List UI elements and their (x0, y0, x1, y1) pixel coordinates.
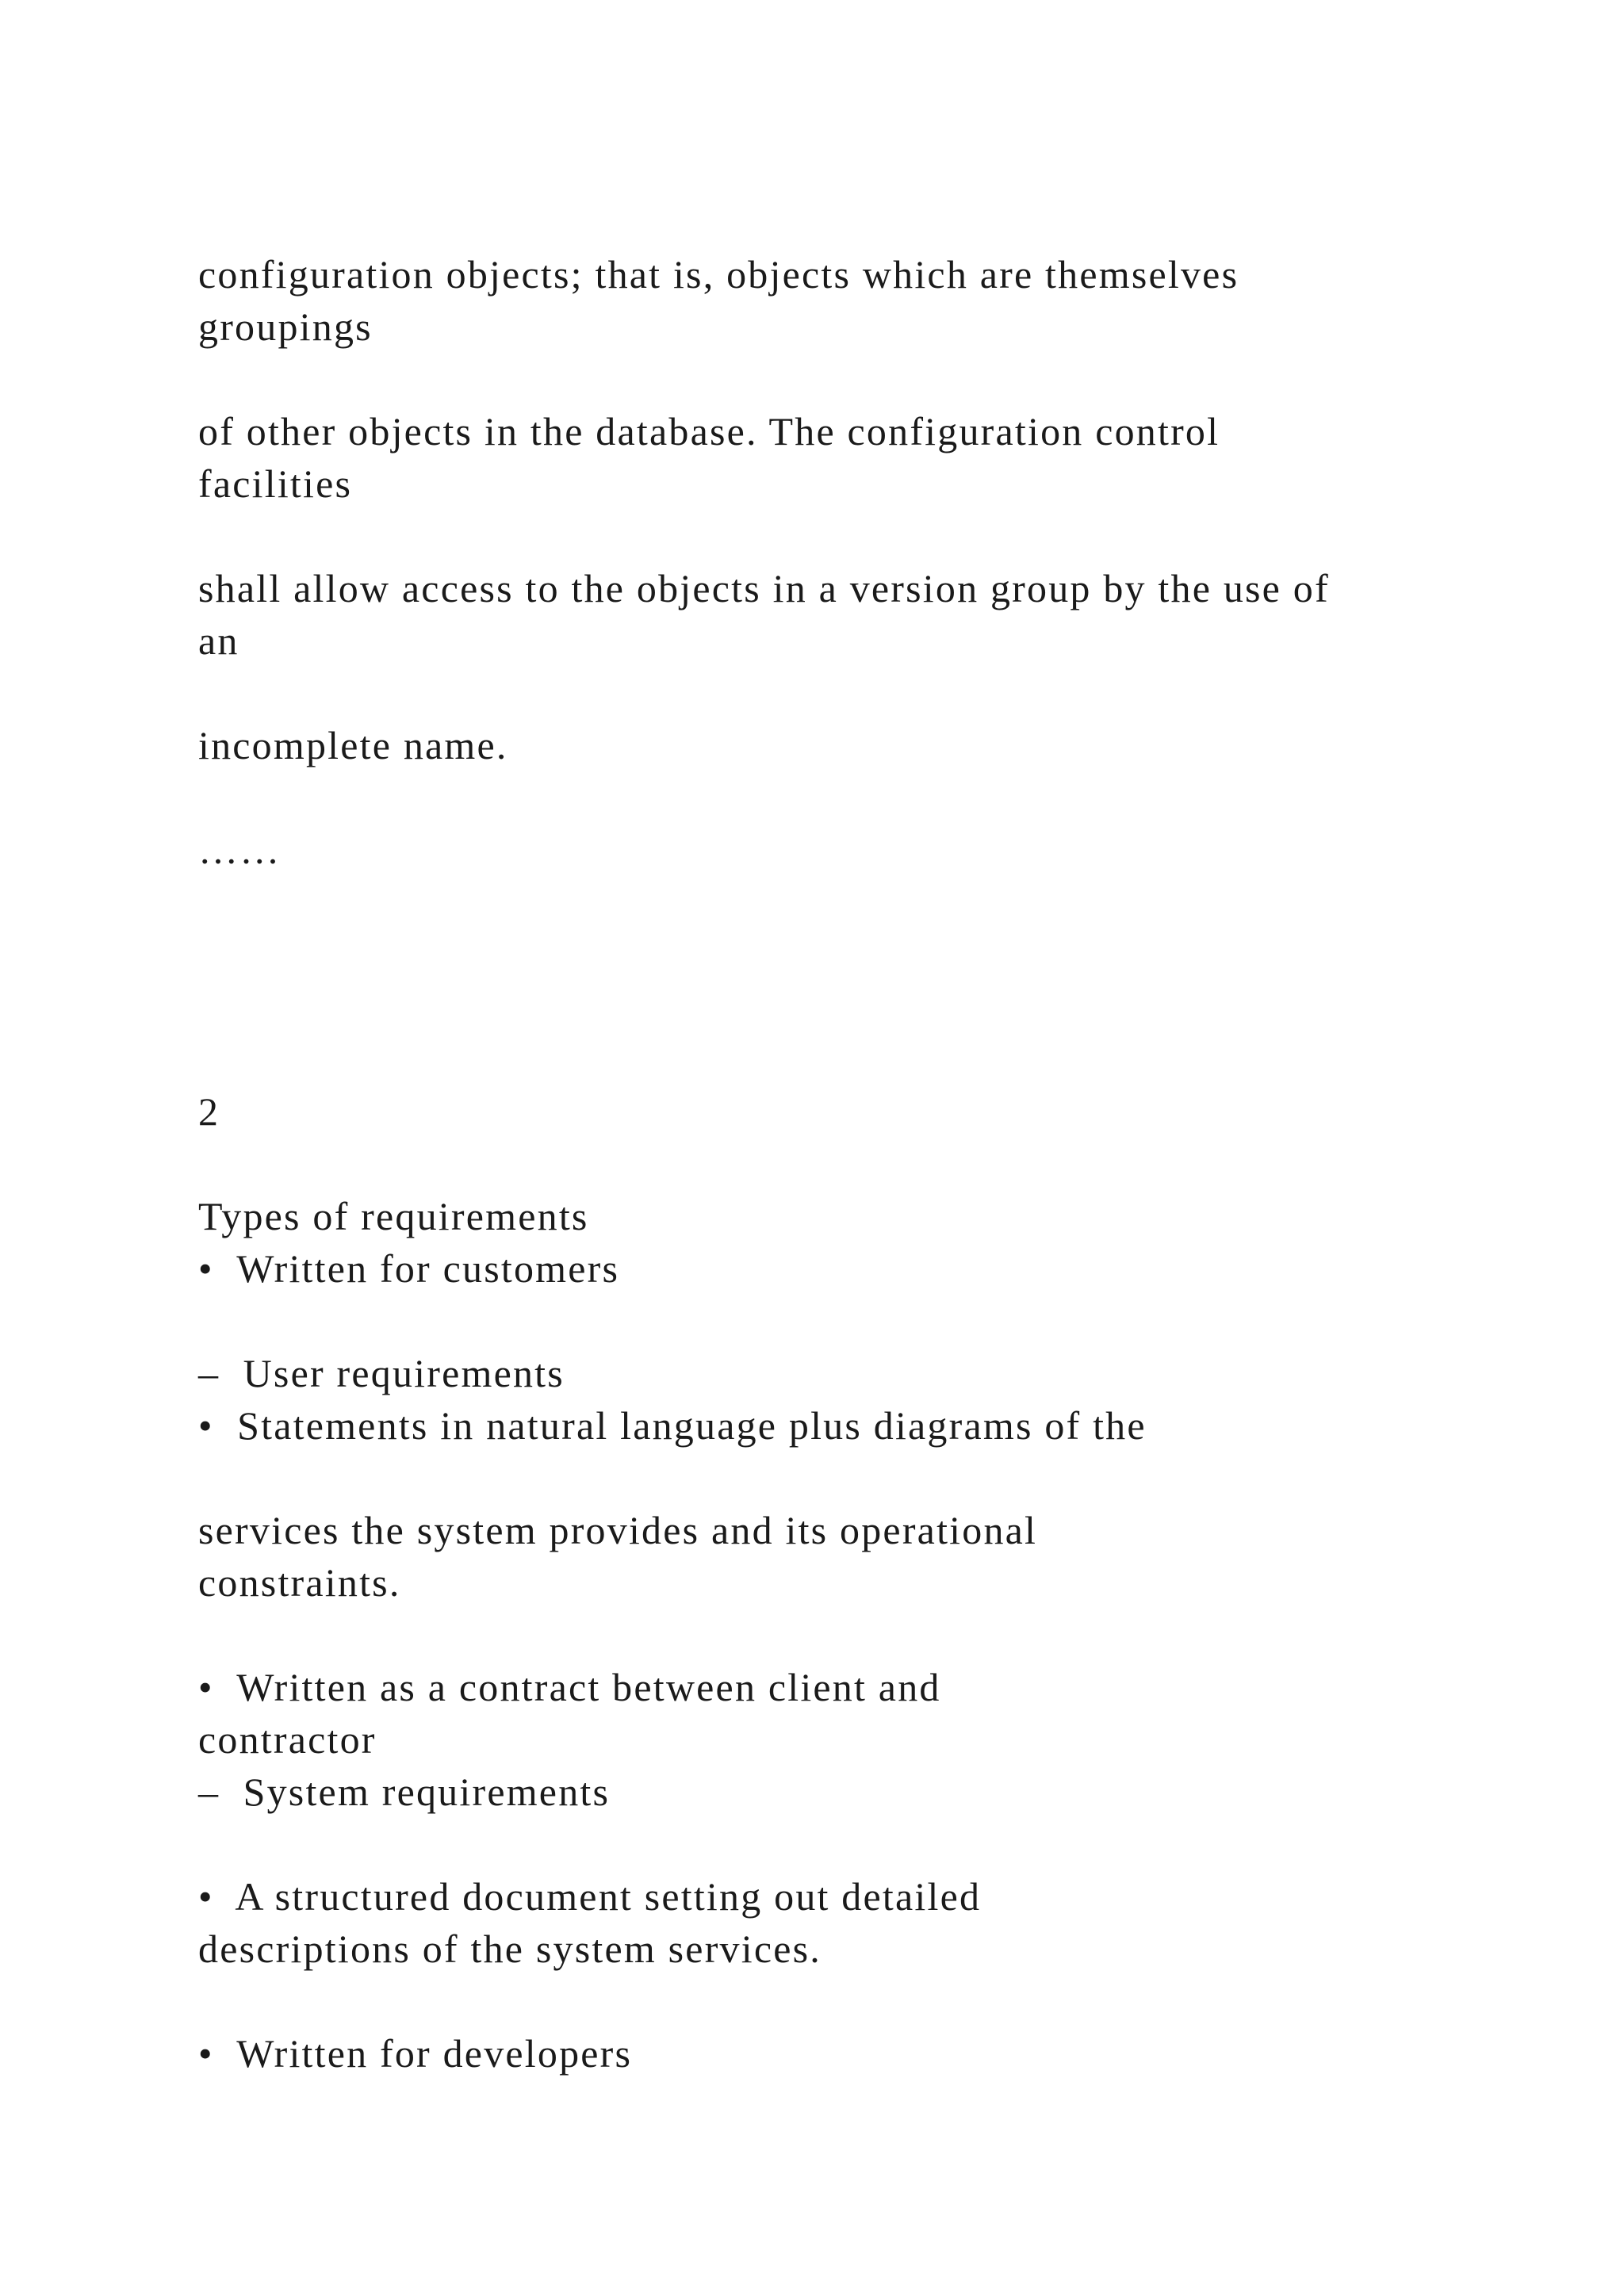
text-line: facilities (198, 461, 353, 506)
text-line: services the system provides and its operational (198, 1508, 1038, 1552)
bullet-item: • Written as a contract between client and (198, 1665, 941, 1709)
bullet-item: • Statements in natural language plus diagrams of the (198, 1403, 1147, 1448)
text-line: of other objects in the database. The configuration control (198, 409, 1220, 453)
text-line: shall allow access to the objects in a version group by the use of (198, 566, 1330, 610)
ellipsis: …… (198, 828, 282, 872)
sub-item: – User requirements (198, 1351, 565, 1395)
sub-item: – System requirements (198, 1770, 611, 1814)
text-line: contractor (198, 1717, 377, 1762)
text-line: an (198, 618, 239, 663)
bullet-item: • A structured document setting out detailed (198, 1874, 982, 1919)
text-line: groupings (198, 304, 373, 349)
text-line: incomplete name. (198, 723, 508, 767)
text-line: configuration objects; that is, objects which are themselves (198, 252, 1239, 297)
text-line: descriptions of the system services. (198, 1927, 822, 1971)
bullet-item: • Written for developers (198, 2031, 633, 2076)
bullet-item: • Written for customers (198, 1246, 620, 1291)
page-number: 2 (198, 1089, 220, 1134)
text-line: constraints. (198, 1560, 401, 1605)
section-heading: Types of requirements (198, 1194, 589, 1238)
